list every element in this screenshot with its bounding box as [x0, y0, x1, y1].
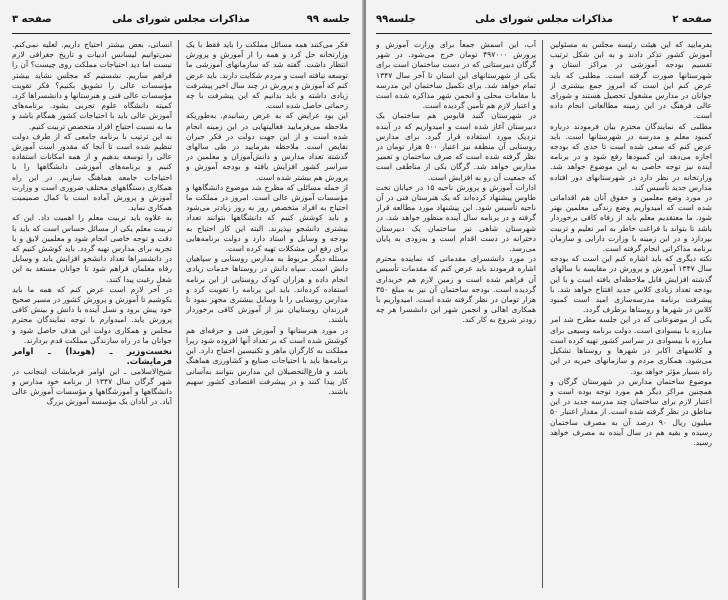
right-outer-column [550, 40, 712, 588]
left-column-divider [178, 40, 179, 588]
paragraph: موضوع ساختمان مدارس در شهرستان گرگان و همچنین مراکز دیگر هم مورد توجه بوده است و اعتبار لازم برای ساختمان چند مدرسه جدید در این مناطق در نظر گرفته شده است. از مقدار اعتبار ۵۰ میلیون ریال ۹۰ درصد آن به مصرف ساختمان رسیده و بقیه هم در سال آینده به مصرف خواهد رسید. [550, 376, 712, 447]
paragraph: فکر می‌کنند همه مسائل مملکت را باید فقط با یک وزارتخانه حل کرد و همه را از آموزش و پرورش انتظار داشت. گفته شد که سازمانهای آموزشی ما توسعه نیافته است و مردم شکایت دارند. باید عرض کنم که آموزش و پرورش در چند سال اخیر پیشرفت زیادی داشته و باید بدانیم که این پیشرفت با چه زحماتی حاصل شده است. [186, 40, 348, 111]
paragraph: به علاوه باید تربیت معلم را اهمیت داد. این که تربیت معلم یکی از مسائل حساس است که باید با دقت و توجه خاصی انجام شود و معلمین لایق و با تجربه برای مدارس تهیه گردد. باید کوشش کنیم که در دانشسراها تعداد دانشجو افزایش یابد و وسایل رفاه معلمان فراهم شود تا جوانان مستعد به این شغل رغبت پیدا کنند. [12, 213, 172, 284]
paragraph: شیخ‌الاسلامی ـ این اوامر فرمایشات اینجانب در شهر گرگان سال ۱۳۴۷ از برنامه خود مدارس و دانشگاهها و آموزشگاهها و مؤسسات آموزش عالی آباد. در آبادان یک مؤسسه آموزش بزرگ [12, 366, 172, 407]
paragraph: بفرمایید که این هیئت رئیسه مجلس به مسئولین آموزش کشور تذکر دادند و به این شکل ترتیب تقسیم بودجه آموزشی در مراکز استان و شهرستانها صورت گرفته است. مطلبی که باید عرض کنم این است که امروز جمع بیشتری از جوانان در مدارس مشغول تحصیل هستند و شورای عالی فرهنگ در این زمینه مطالعاتی انجام داده است. [550, 40, 712, 121]
paragraph: آب، این اسمش جمعاً برای وزارت آموزش و پرورش ۴۹۷۰۰۰ تومان خرج می‌شود. در شهر گرگان دبیرستانی که در دست ساختمان است برای یکی از شهرستانهای این استان تا آخر سال ۱۳۴۷ تمام خواهد شد. برای تکمیل ساختمان این مدرسه با مقامات محلی و انجمن شهر مذاکره شده است و اعتبار لازم هم تأمین گردیده است. [376, 40, 536, 111]
left-page-header [12, 14, 350, 30]
speaker-heading: نخست‌وزیر ـ (هویدا) ـ اوامر فرمایشات. [12, 346, 172, 367]
paragraph: انسانی، بعض بیشتر احتیاج داریم. لعلیه نمی‌کنم. نمی‌توانیم لیسانس ادبیات و تاریخ جغرافی لازم نیست اما دید احتیاجات مملکت روی چیست؟ آن را فراهم سازیم. نشستیم که مجلس نشاید بیشتر مؤسسات عالی را تشویق بکنیم؟ فکر تقویت مؤسسات عالی فنی و هنرستانها و دانشسراها کرد. کمیته دانشگاه علوم تجربی بشود. برنامه‌های آموزش عالی باید با احتیاجات کشور همگام باشد و ما به نسبت احتیاج افراد متخصص تربیت کنیم. [12, 40, 172, 131]
right-page [366, 0, 728, 600]
paragraph: این بود عرایض که به عرض رسانیدم. به‌طوریکه ملاحظه می‌فرمایید فعالیتهایی در این زمینه انجام شده است و از این جهت دولت در فکر جبران نقایص است. ملاحظه بفرمایید در طی سالهای گذشته تعداد مدارس و دانش‌آموزان و معلمین در سراسر کشور افزایش یافته و بودجه آموزش و پرورش هم بیشتر شده است. [186, 111, 348, 182]
paragraph: در مورد دانشسرای مقدماتی که نماینده محترم اشاره فرمودند باید عرض کنم که مقدمات تأسیس آن فراهم شده است و زمین لازم هم خریداری گردیده است. بودجه ساختمان آن نیز به مبلغ ۳۵۰ هزار تومان در نظر گرفته شده است. امیدواریم با همکاری اهالی و انجمن شهر این دانشسرا هر چه زودتر شروع به کار کند. [376, 254, 536, 325]
paragraph: ادارات آموزش و پرورش ناحیه ۱۵ در خیابان تخت طاوس پیشنهاد کرده‌اند که یک هنرستان فنی در آن ناحیه تأسیس شود. این پیشنهاد مورد مطالعه قرار گرفته و در برنامه سال آینده منظور خواهد شد. در شهرستان شاهی نیز ساختمان یک دبیرستان دخترانه در دست اقدام است و به‌زودی به پایان می‌رسد. [376, 182, 536, 254]
paragraph: مسئله دیگر مربوط به مدارس روستایی و سپاهیان دانش است. سپاه دانش در روستاها خدمات زیادی انجام داده و هزاران کودک روستایی از این برنامه استفاده کرده‌اند. باید این برنامه را تقویت کرد و مدارس روستایی را با وسایل بیشتری مجهز نمود تا فرزندان روستاییان نیز از آموزش کافی برخوردار باشند. [186, 254, 348, 325]
paragraph: مطلبی که نمایندگان محترم بیان فرمودند درباره کمبود معلم و مدرسه در شهرستانها است. باید عرض کنم که سعی شده است تا حدی که بودجه اجازه می‌دهد این کمبودها رفع شود و در برنامه آینده نیز توجه خاصی به این موضوع خواهد شد. وزارتخانه در نظر دارد در شهرستانهای دور افتاده مدارس جدید تأسیس کند. [550, 121, 712, 192]
left-outer-column [12, 40, 172, 588]
paragraph: در آخر لازم است عرض کنم که همه ما باید بکوشیم تا آموزش و پرورش کشور در مسیر صحیح خود پیش برود و نسل آینده با دانش و بینش کافی پرورش یابد. امیدوارم با توجه نمایندگان محترم مجلس و همکاری دولت این هدف حاصل شود و جوانان ما در راه سازندگی مملکت قدم بردارند. [12, 284, 172, 345]
paragraph: در مورد هنرستانها و آموزش فنی و حرفه‌ای هم کوشش شده است که بر تعداد آنها افزوده شود زیرا مملکت به کارگران ماهر و تکنیسین احتیاج دارد. این برنامه‌ها باید با احتیاجات صنایع و کشاورزی هماهنگ باشد و فارغ‌التحصیلان این مدارس بتوانند به‌آسانی کار پیدا کنند و در پیشرفت اقتصادی کشور سهیم باشند. [186, 325, 348, 396]
right-header-rule [376, 33, 712, 34]
left-page-number: صفحه ۳ [12, 14, 52, 25]
right-page-number: صفحه ۲ [672, 14, 712, 25]
left-inner-column [186, 40, 348, 588]
right-inner-column [376, 40, 536, 588]
right-journal-title: مذاکرات مجلس شورای ملی [475, 14, 613, 25]
paragraph: در شهرستان گنبد قابوس هم ساختمان یک دبیرستان آغاز شده است و امیدواریم که در آینده نزدیک مورد استفاده قرار گیرد. برای مدارس روستایی آن منطقه نیز اعتبار ۵۰۰ هزار تومان در نظر گرفته شده است که صرف ساختمان و تعمیر مدارس خواهد شد. گرگان یکی از مناطقی است که جمعیت آن رو به افزایش است. [376, 111, 536, 182]
paragraph: یکی از موضوعاتی که در این جلسه مطرح شد امر مبارزه با بیسوادی است. دولت برنامه وسیعی برای مبارزه با بیسوادی در سراسر کشور تهیه کرده است و کلاسهای اکابر در شهرها و روستاها تشکیل می‌شود. همکاری مردم و سازمانهای خیریه در این راه بسیار مؤثر خواهد بود. [550, 315, 712, 376]
paragraph: در مورد وضع معلمین و حقوق آنان هم اقداماتی شده است که امیدواریم وضع زندگی معلمین بهتر شود. ما معتقدیم معلم باید از رفاه کافی برخوردار باشد تا بتواند با فراغت خاطر به امر تعلیم و تربیت بپردازد و در این زمینه با وزارت دارایی و سازمان برنامه مذاکراتی انجام گرفته است. [550, 193, 712, 254]
left-journal-title: مذاکرات مجلس شورای ملی [112, 14, 250, 25]
paragraph: از جمله مسائلی که مطرح شد موضوع دانشگاهها و مؤسسات آموزش عالی است. امروز در مملکت ما احتیاج به افراد متخصص روز به روز زیادتر می‌شود و باید کوشش کنیم که دانشگاهها بتوانند تعداد بیشتری دانشجو بپذیرند. البته این کار احتیاج به بودجه و وسایل و استاد دارد و دولت برنامه‌هایی برای رفع این مشکلات تهیه کرده است. [186, 182, 348, 254]
paragraph: به این ترتیب با برنامه جامعی که از طرف دولت تنظیم شده است تا آنجا که مقدور است آموزش عالی را توسعه بدهیم و از همه امکانات استفاده کنیم و برنامه‌های آموزشی دانشگاهها را با احتیاجات جامعه هماهنگ سازیم. در این راه همکاری دستگاههای مختلف ضروری است و وزارت آموزش و پرورش آماده است با کمال صمیمیت همکاری نماید. [12, 131, 172, 213]
right-page-header [376, 14, 712, 30]
left-header-rule [12, 33, 350, 34]
right-column-divider [542, 40, 543, 588]
left-session-label: جلسه ۹۹ [306, 14, 350, 25]
paragraph: نکته دیگری که باید اشاره کنم این است که بودجه سال ۱۳۴۷ آموزش و پرورش در مقایسه با سالهای گذشته افزایش قابل ملاحظه‌ای یافته است و با این بودجه تعداد زیادی کلاس جدید افتتاح خواهد شد. با پیشرفت برنامه مدرسه‌سازی امید است کمبود کلاس در شهرها و روستاها برطرف گردد. [550, 254, 712, 315]
right-session-label: جلسه۹۹ [376, 14, 416, 25]
